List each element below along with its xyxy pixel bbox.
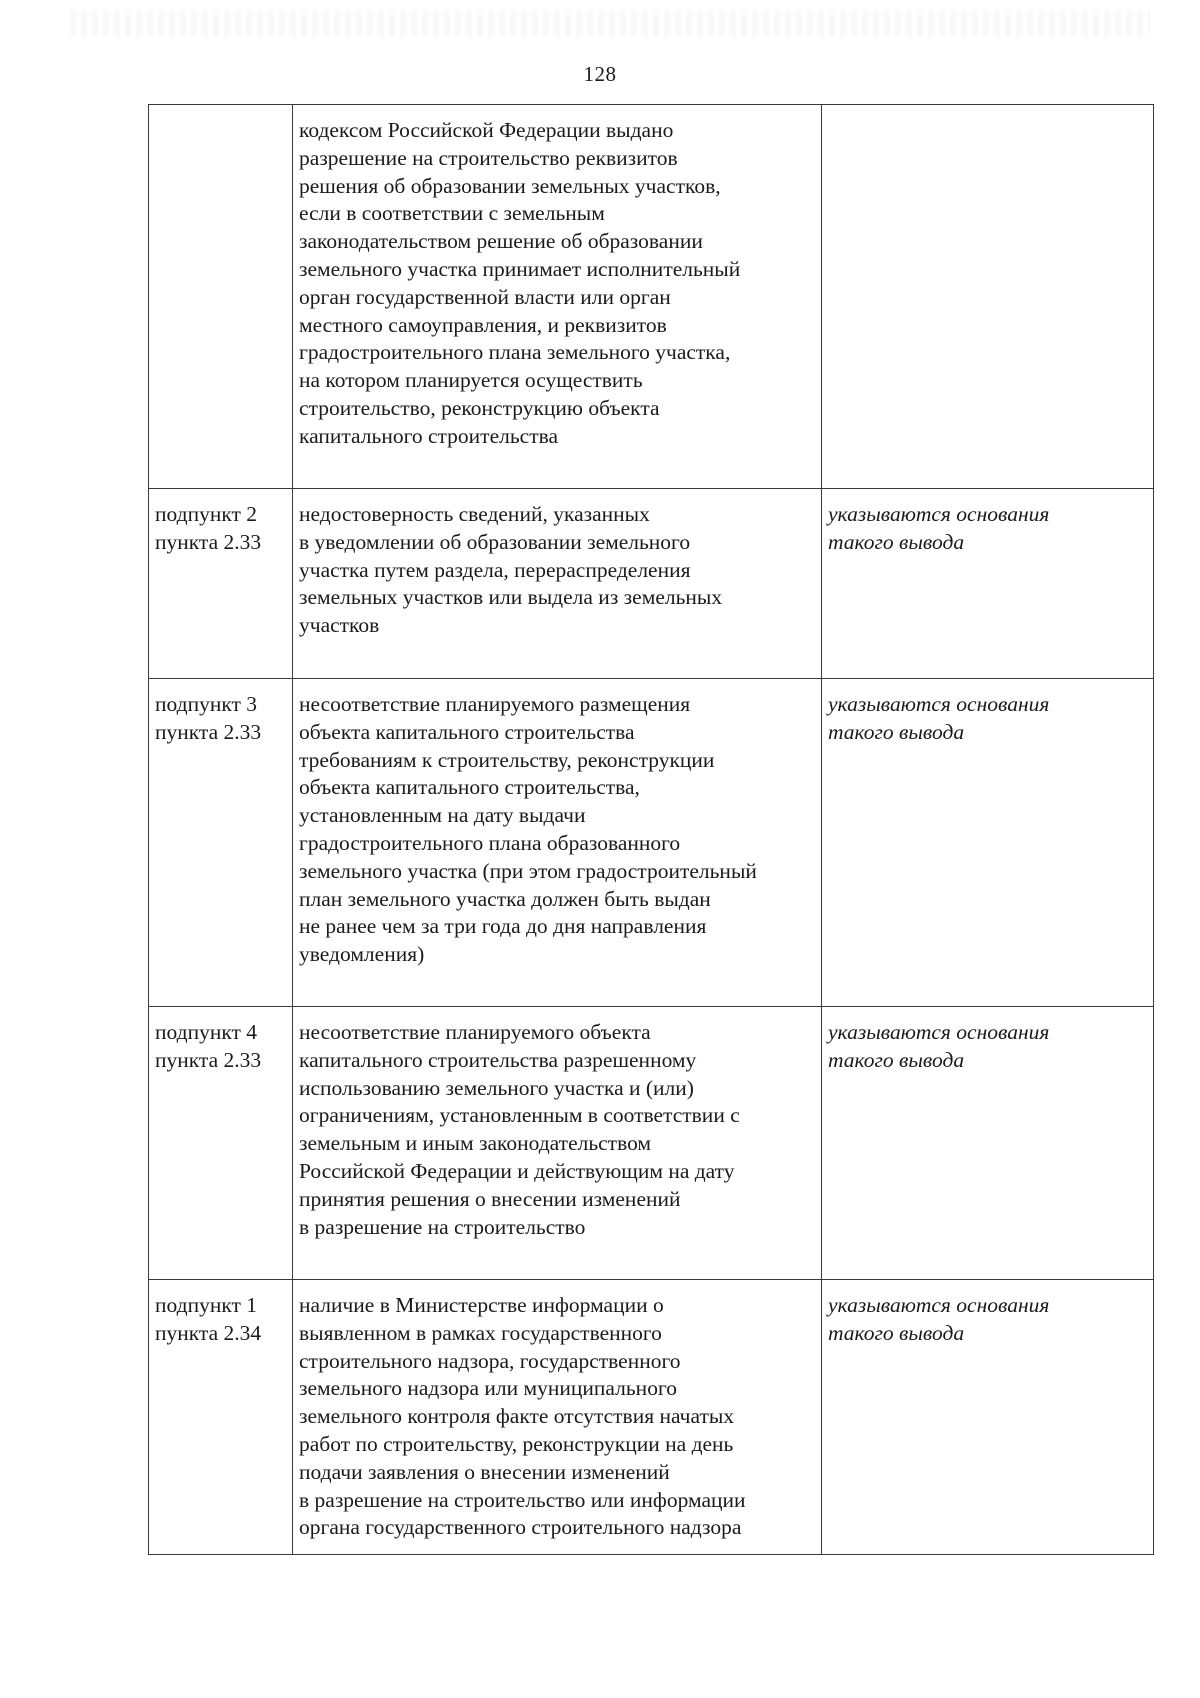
text-line: пункта 2.33: [155, 1047, 262, 1072]
text-line: на котором планируется осуществить: [299, 368, 643, 393]
text-line: земельных участков или выдела из земельных: [299, 585, 723, 610]
text-line: в разрешение на строительство: [299, 1214, 586, 1239]
table-body: [149, 105, 1154, 1555]
text-line: подпункт 1: [155, 1293, 258, 1317]
text-line: пункта 2.33: [155, 529, 262, 554]
text-line: градостроительного плана образованного: [299, 830, 681, 855]
text-line: принятия решения о внесении изменений: [299, 1186, 681, 1211]
note-cell: [822, 105, 1154, 489]
text-line: уведомления): [299, 942, 425, 967]
note-cell: [822, 679, 1154, 1007]
text-line: такого вывода: [828, 529, 965, 554]
text-line: капитального строительства разрешенному: [299, 1047, 697, 1072]
clause-reference-cell: [149, 1280, 293, 1555]
text-line: ограничениям, установленным в соответствии с: [299, 1103, 740, 1128]
ground-text-cell: [293, 1280, 822, 1555]
text-line: решения об образовании земельных участков,: [299, 173, 721, 198]
text-line: работ по строительству, реконструкции на день: [299, 1431, 734, 1456]
clause-reference-cell: [149, 1007, 293, 1280]
text-line: объекта капитального строительства,: [299, 775, 640, 800]
text-line: земельным и иным законодательством: [299, 1131, 652, 1156]
text-line: строительство, реконструкцию объекта: [299, 395, 660, 420]
table-row: [149, 679, 1154, 1007]
text-line: подачи заявления о внесении изменений: [299, 1459, 670, 1484]
scan-artifact-strip: [70, 10, 1150, 36]
clause-reference-cell: [149, 679, 293, 1007]
text-line: такого вывода: [828, 719, 965, 744]
text-line: указываются основания: [828, 1293, 1050, 1317]
text-line: участков: [299, 613, 380, 638]
text-line: подпункт 2: [155, 502, 258, 526]
ground-text-cell: [293, 489, 822, 679]
text-line: указываются основания: [828, 692, 1050, 716]
page-number: 128: [583, 62, 617, 86]
table-row: [149, 1280, 1154, 1555]
clause-reference-cell: [149, 105, 293, 489]
ground-text-cell: [293, 1007, 822, 1280]
text-line: строительного надзора, государственного: [299, 1348, 681, 1373]
text-line: земельного участка принимает исполнительный: [299, 256, 741, 281]
text-line: капитального строительства: [299, 423, 559, 448]
ground-text-cell: [293, 679, 822, 1007]
text-line: требованиям к строительству, реконструкции: [299, 747, 715, 772]
clause-reference-cell: [149, 489, 293, 679]
text-line: участка путем раздела, перераспределения: [299, 557, 691, 582]
text-line: установленным на дату выдачи: [299, 803, 586, 828]
text-line: градостроительного плана земельного участка,: [299, 340, 731, 365]
text-line: Российской Федерации и действующим на дату: [299, 1158, 735, 1183]
note-cell: [822, 1007, 1154, 1280]
text-line: такого вывода: [828, 1047, 965, 1072]
text-line: органа государственного строительного надзора: [299, 1515, 742, 1540]
text-line: наличие в Министерстве информации о: [299, 1293, 664, 1317]
text-line: такого вывода: [828, 1320, 965, 1345]
ground-text-cell: [293, 105, 822, 489]
text-line: указываются основания: [828, 502, 1050, 526]
text-line: разрешение на строительство реквизитов: [299, 145, 678, 170]
text-line: земельного участка (при этом градостроительный: [299, 858, 757, 883]
text-line: не ранее чем за три года до дня направления: [299, 914, 707, 939]
grounds-table: [148, 104, 1154, 1555]
table-row: [149, 1007, 1154, 1280]
text-line: подпункт 4: [155, 1020, 258, 1044]
text-line: орган государственной власти или орган: [299, 284, 671, 309]
text-line: выявленном в рамках государственного: [299, 1320, 662, 1345]
text-line: пункта 2.34: [155, 1320, 262, 1345]
table-row: [149, 105, 1154, 489]
text-line: указываются основания: [828, 1020, 1050, 1044]
text-line: несоответствие планируемого объекта: [299, 1020, 651, 1044]
text-line: использованию земельного участка и (или): [299, 1075, 694, 1100]
text-line: подпункт 3: [155, 692, 258, 716]
text-line: пункта 2.33: [155, 719, 262, 744]
note-cell: [822, 489, 1154, 679]
text-line: в разрешение на строительство или информации: [299, 1487, 746, 1512]
text-line: местного самоуправления, и реквизитов: [299, 312, 667, 337]
text-line: план земельного участка должен быть выдан: [299, 886, 711, 911]
text-line: несоответствие планируемого размещения: [299, 692, 691, 716]
text-line: земельного надзора или муниципального: [299, 1376, 677, 1401]
text-line: законодательством решение об образовании: [299, 229, 703, 254]
text-line: недостоверность сведений, указанных: [299, 502, 650, 526]
text-line: объекта капитального строительства: [299, 719, 635, 744]
text-line: в уведомлении об образовании земельного: [299, 529, 691, 554]
text-line: если в соответствии с земельным: [299, 201, 605, 226]
table-row: [149, 489, 1154, 679]
text-line: земельного контроля факте отсутствия начатых: [299, 1404, 735, 1429]
text-line: кодексом Российской Федерации выдано: [299, 118, 674, 142]
note-cell: [822, 1280, 1154, 1555]
